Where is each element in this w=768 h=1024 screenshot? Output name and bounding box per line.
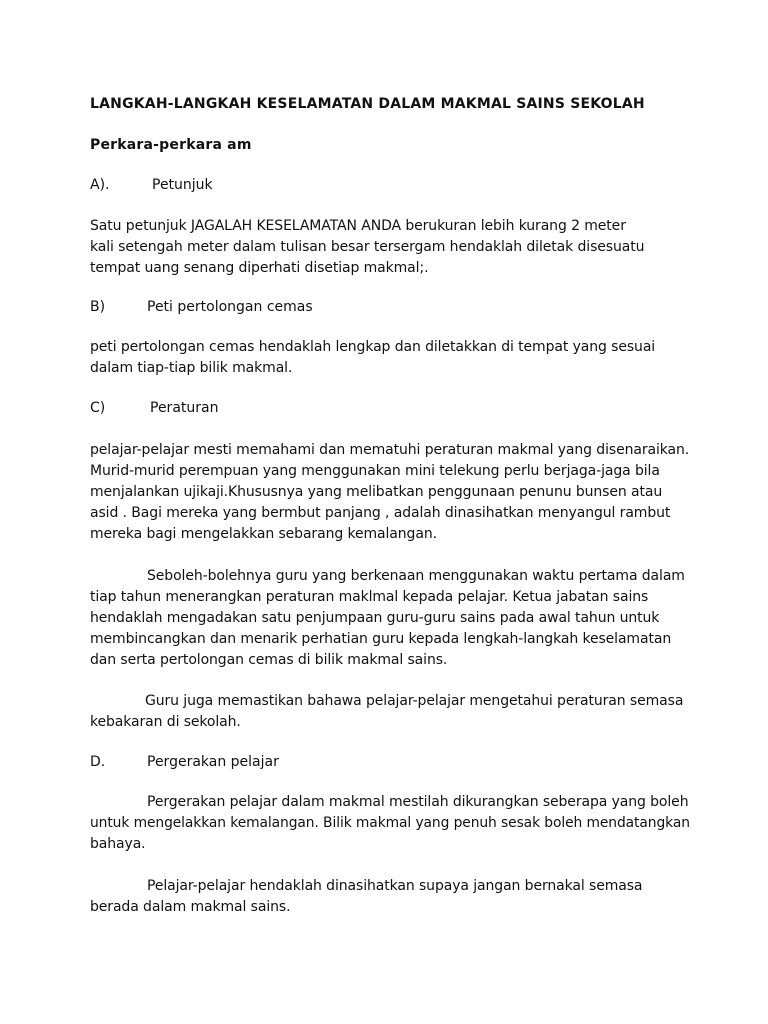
section-c-para2-line: hendaklah mengadakan satu penjumpaan guru-guru sains pada awal tahun untuk [90,610,660,626]
section-d-para1-line: untuk mengelakkan kemalangan. Bilik makmal yang penuh sesak boleh mendatangkan [90,815,690,831]
section-a-heading: Petunjuk [152,177,213,193]
section-a-line: kali setengah meter dalam tulisan besar tersergam hendaklah diletak disesuatu [90,239,645,255]
section-d-para1-line: Pergerakan pelajar dalam makmal mestilah dikurangkan seberapa yang boleh [147,794,689,810]
section-c-para3-line: Guru juga memastikan bahawa pelajar-pelajar mengetahui peraturan semasa [145,693,684,709]
document-subtitle: Perkara-perkara am [90,137,252,153]
section-c-para3-line: kebakaran di sekolah. [90,714,241,730]
section-c-para1-line: Murid-murid perempuan yang menggunakan mini telekung perlu berjaga-jaga bila [90,463,660,479]
section-d-letter: D. [90,754,106,770]
section-a-line: tempat uang senang diperhati disetiap makmal;. [90,260,429,276]
section-c-para1-line: pelajar-pelajar mesti memahami dan mematuhi peraturan makmal yang disenaraikan. [90,442,690,458]
section-a-letter: A). [90,177,110,193]
section-d-para1-line: bahaya. [90,836,146,852]
section-c-letter: C) [90,400,106,416]
section-b-letter: B) [90,299,106,315]
section-c-para1-line: asid . Bagi mereka yang bermbut panjang , adalah dinasihatkan menyangul rambut [90,505,671,521]
section-b-line: dalam tiap-tiap bilik makmal. [90,360,293,376]
section-c-para1-line: mereka bagi mengelakkan sebarang kemalangan. [90,526,437,542]
section-c-heading: Peraturan [150,400,219,416]
section-c-para2-line: tiap tahun menerangkan peraturan maklmal kepada pelajar. Ketua jabatan sains [90,589,649,605]
section-c-para2-line: Seboleh-bolehnya guru yang berkenaan menggunakan waktu pertama dalam [147,568,685,584]
section-c-para2-line: membincangkan dan menarik perhatian guru kepada lengkah-langkah keselamatan [90,631,672,647]
section-b-heading: Peti pertolongan cemas [147,299,313,315]
section-d-para2-line: Pelajar-pelajar hendaklah dinasihatkan supaya jangan bernakal semasa [147,878,643,894]
document-title: LANGKAH-LANGKAH KESELAMATAN DALAM MAKMAL SAINS SEKOLAH [90,96,645,112]
section-c-para2-line: dan serta pertolongan cemas di bilik makmal sains. [90,652,448,668]
section-b-line: peti pertolongan cemas hendaklah lengkap dan diletakkan di tempat yang sesuai [90,339,656,355]
section-c-para1-line: menjalankan ujikaji.Khususnya yang melibatkan penggunaan penunu bunsen atau [90,484,663,500]
section-d-heading: Pergerakan pelajar [147,754,279,770]
section-a-line: Satu petunjuk JAGALAH KESELAMATAN ANDA berukuran lebih kurang 2 meter [90,218,626,234]
section-d-para2-line: berada dalam makmal sains. [90,899,291,915]
